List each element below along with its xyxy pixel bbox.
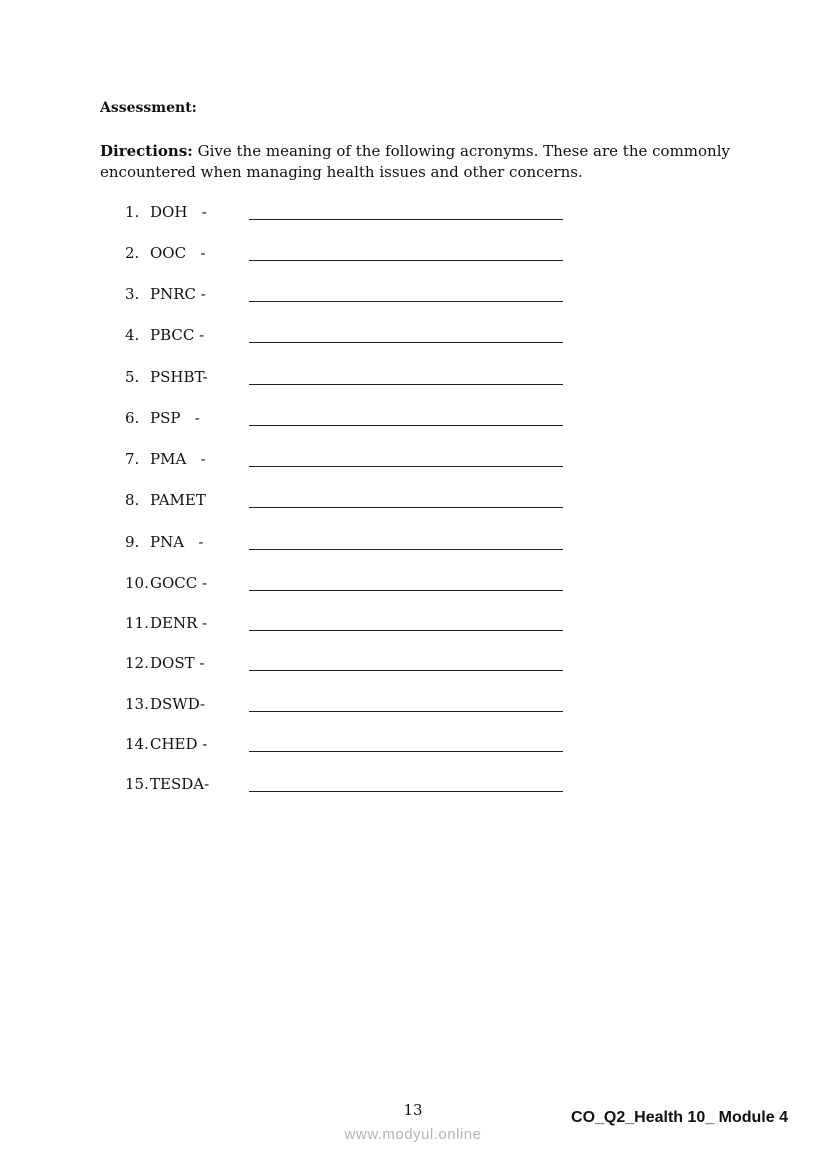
- answer-blank[interactable]: [249, 630, 563, 631]
- item-number: 10.: [125, 574, 149, 592]
- page-number: 13: [403, 1101, 423, 1119]
- acronym: PSHBT-: [150, 368, 208, 386]
- item-number: 2.: [125, 244, 140, 262]
- list-item: [0, 368, 600, 390]
- list-item: [0, 450, 600, 472]
- item-number: 3.: [125, 285, 140, 303]
- item-number: 9.: [125, 533, 140, 551]
- answer-blank[interactable]: [249, 384, 563, 385]
- acronym: TESDA-: [150, 775, 210, 793]
- list-item: [0, 695, 600, 717]
- list-item: [0, 244, 600, 266]
- item-number: 7.: [125, 450, 140, 468]
- answer-blank[interactable]: [249, 342, 563, 343]
- list-item: [0, 491, 600, 513]
- item-number: 6.: [125, 409, 140, 427]
- watermark: www.modyul.online: [344, 1126, 482, 1143]
- item-number: 1.: [125, 203, 140, 221]
- answer-blank[interactable]: [249, 301, 563, 302]
- item-number: 4.: [125, 326, 140, 344]
- list-item: [0, 533, 600, 555]
- list-item: [0, 326, 600, 348]
- item-number: 13.: [125, 695, 149, 713]
- item-number: 15.: [125, 775, 149, 793]
- acronym: PAMET: [150, 491, 206, 509]
- module-label: CO_Q2_Health 10_ Module 4: [571, 1109, 788, 1126]
- assessment-heading: Assessment:: [100, 100, 197, 116]
- acronym: DENR -: [150, 614, 208, 632]
- item-number: 8.: [125, 491, 140, 509]
- answer-blank[interactable]: [249, 466, 563, 467]
- acronym: GOCC -: [150, 574, 208, 592]
- list-item: [0, 654, 600, 676]
- acronym: OOC -: [150, 244, 206, 262]
- answer-blank[interactable]: [249, 751, 563, 752]
- item-number: 14.: [125, 735, 149, 753]
- directions-label: Directions:: [100, 142, 193, 160]
- acronym: CHED -: [150, 735, 208, 753]
- acronym: PSP -: [150, 409, 200, 427]
- list-item: [0, 775, 600, 797]
- directions-text: Give the meaning of the following acronyms. These are the commonly encountered when managing health issues and other concerns.: [100, 142, 730, 181]
- list-item: [0, 285, 600, 307]
- answer-blank[interactable]: [249, 670, 563, 671]
- acronym: PMA -: [150, 450, 206, 468]
- acronym: DOST -: [150, 654, 205, 672]
- acronym: DSWD-: [150, 695, 206, 713]
- answer-blank[interactable]: [249, 425, 563, 426]
- answer-blank[interactable]: [249, 260, 563, 261]
- list-item: [0, 735, 600, 757]
- list-item: [0, 574, 600, 596]
- item-number: 12.: [125, 654, 149, 672]
- acronym: PNRC -: [150, 285, 206, 303]
- acronym: PNA -: [150, 533, 204, 551]
- item-number: 5.: [125, 368, 140, 386]
- answer-blank[interactable]: [249, 219, 563, 220]
- acronym: DOH -: [150, 203, 207, 221]
- list-item: [0, 614, 600, 636]
- answer-blank[interactable]: [249, 711, 563, 712]
- list-item: [0, 409, 600, 431]
- acronym: PBCC -: [150, 326, 205, 344]
- answer-blank[interactable]: [249, 791, 563, 792]
- answer-blank[interactable]: [249, 590, 563, 591]
- answer-blank[interactable]: [249, 549, 563, 550]
- item-number: 11.: [125, 614, 149, 632]
- list-item: [0, 203, 600, 225]
- answer-blank[interactable]: [249, 507, 563, 508]
